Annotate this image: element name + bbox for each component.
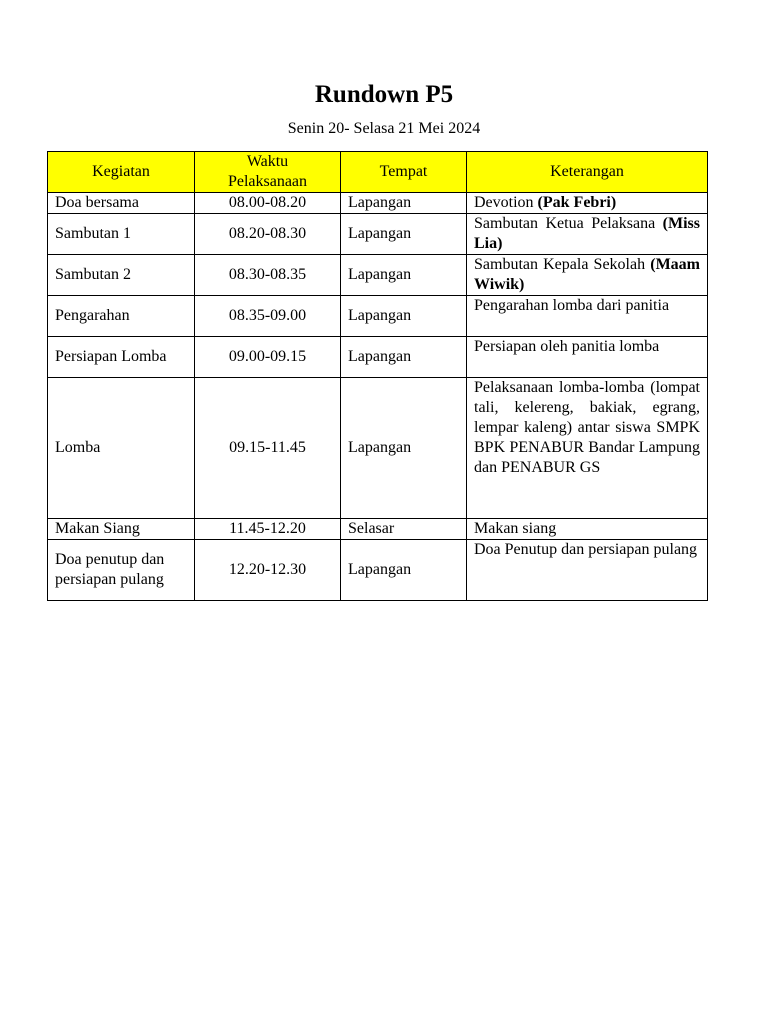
- cell-tempat: Lapangan: [341, 337, 467, 378]
- cell-waktu: 09.00-09.15: [195, 337, 341, 378]
- keterangan-person: (Miss Lia): [474, 215, 700, 252]
- rundown-table: [47, 151, 708, 601]
- table-row: [48, 519, 708, 540]
- header-waktu-line2: Pelaksanaan: [227, 173, 308, 190]
- cell-kegiatan: Makan Siang: [48, 519, 195, 540]
- cell-kegiatan: Doa bersama: [48, 193, 195, 214]
- table-row: [48, 255, 708, 296]
- header-kegiatan: Kegiatan: [48, 152, 195, 193]
- table-row: [48, 296, 708, 337]
- document-title: Rundown P5: [314, 81, 454, 108]
- header-keterangan: Keterangan: [467, 152, 708, 193]
- cell-tempat: Lapangan: [341, 378, 467, 519]
- cell-tempat: Lapangan: [341, 296, 467, 337]
- cell-keterangan: Pelaksanaan lomba-lomba (lompat tali, kelereng, bakiak, egrang, lempar kaleng) antar siswa SMPK BPK PENABUR Bandar Lampung dan PENABUR GS: [467, 378, 708, 519]
- header-waktu-line1: Waktu: [246, 153, 289, 170]
- keterangan-person: (Pak Febri): [537, 194, 617, 211]
- keterangan-text: Sambutan Ketua Pelaksana: [474, 215, 656, 232]
- cell-kegiatan: Doa penutup dan persiapan pulang: [48, 540, 195, 601]
- table-row: [48, 214, 708, 255]
- cell-waktu: 12.20-12.30: [195, 540, 341, 601]
- table-row: [48, 378, 708, 519]
- document-subtitle: Senin 20- Selasa 21 Mei 2024: [287, 120, 481, 137]
- cell-tempat: Lapangan: [341, 193, 467, 214]
- table-row: [48, 337, 708, 378]
- keterangan-text: Devotion: [474, 194, 534, 211]
- cell-keterangan: [467, 214, 708, 255]
- cell-keterangan: [467, 255, 708, 296]
- keterangan-person: (Maam Wiwik): [474, 256, 701, 293]
- cell-tempat: Selasar: [341, 519, 467, 540]
- table-row: [48, 540, 708, 601]
- cell-waktu: 08.30-08.35: [195, 255, 341, 296]
- cell-waktu: 09.15-11.45: [195, 378, 341, 519]
- cell-tempat: Lapangan: [341, 214, 467, 255]
- keterangan-text: Sambutan Kepala Sekolah: [474, 256, 646, 273]
- cell-kegiatan: Pengarahan: [48, 296, 195, 337]
- cell-kegiatan: Lomba: [48, 378, 195, 519]
- header-waktu-pelaksanaan: [195, 152, 341, 193]
- cell-kegiatan: Sambutan 1: [48, 214, 195, 255]
- cell-waktu: 11.45-12.20: [195, 519, 341, 540]
- cell-keterangan: Pengarahan lomba dari panitia: [467, 296, 708, 337]
- cell-tempat: Lapangan: [341, 255, 467, 296]
- cell-keterangan: Doa Penutup dan persiapan pulang: [467, 540, 708, 601]
- cell-keterangan: [467, 193, 708, 214]
- cell-waktu: 08.20-08.30: [195, 214, 341, 255]
- cell-keterangan: Persiapan oleh panitia lomba: [467, 337, 708, 378]
- cell-waktu: 08.35-09.00: [195, 296, 341, 337]
- header-tempat: Tempat: [341, 152, 467, 193]
- cell-waktu: 08.00-08.20: [195, 193, 341, 214]
- table-row: [48, 193, 708, 214]
- cell-kegiatan: Sambutan 2: [48, 255, 195, 296]
- table-header-row: [48, 152, 708, 193]
- cell-keterangan: Makan siang: [467, 519, 708, 540]
- cell-kegiatan: Persiapan Lomba: [48, 337, 195, 378]
- cell-tempat: Lapangan: [341, 540, 467, 601]
